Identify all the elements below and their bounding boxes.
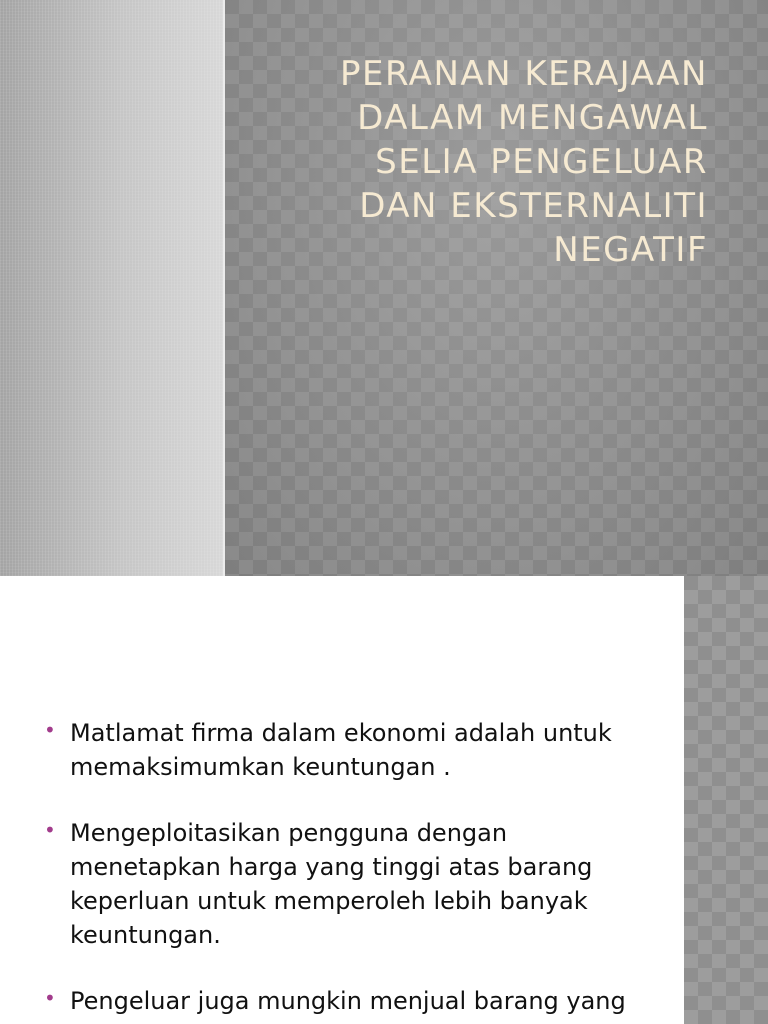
title-line: DAN EKSTERNALITI xyxy=(359,186,708,226)
bullet-text: Matlamat firma dalam ekonomi adalah untuk memaksimumkan keuntungan . xyxy=(70,719,612,781)
slide-title xyxy=(248,52,708,272)
title-line: DALAM MENGAWAL xyxy=(357,98,708,138)
bullet-text: Pengeluar juga mungkin menjual barang yang xyxy=(70,987,626,1015)
bullet-item xyxy=(40,816,640,952)
bullet-item xyxy=(40,716,640,784)
content-slide xyxy=(0,576,768,1024)
title-line: SELIA PENGELUAR xyxy=(375,142,708,182)
title-line: NEGATIF xyxy=(553,230,708,270)
side-pattern-strip xyxy=(684,576,768,1024)
bullet-item xyxy=(40,984,640,1018)
bullet-list xyxy=(40,716,640,1024)
bullet-marker-icon: • xyxy=(44,986,56,1010)
left-gradient-panel xyxy=(0,0,224,576)
title-line: PERANAN KERAJAAN xyxy=(339,54,708,94)
bullet-marker-icon: • xyxy=(44,718,56,742)
bullet-marker-icon: • xyxy=(44,818,56,842)
bullet-text: Mengeploitasikan pengguna dengan menetapkan harga yang tinggi atas barang keperluan untuk memperoleh lebih banyak keuntungan. xyxy=(70,819,593,949)
